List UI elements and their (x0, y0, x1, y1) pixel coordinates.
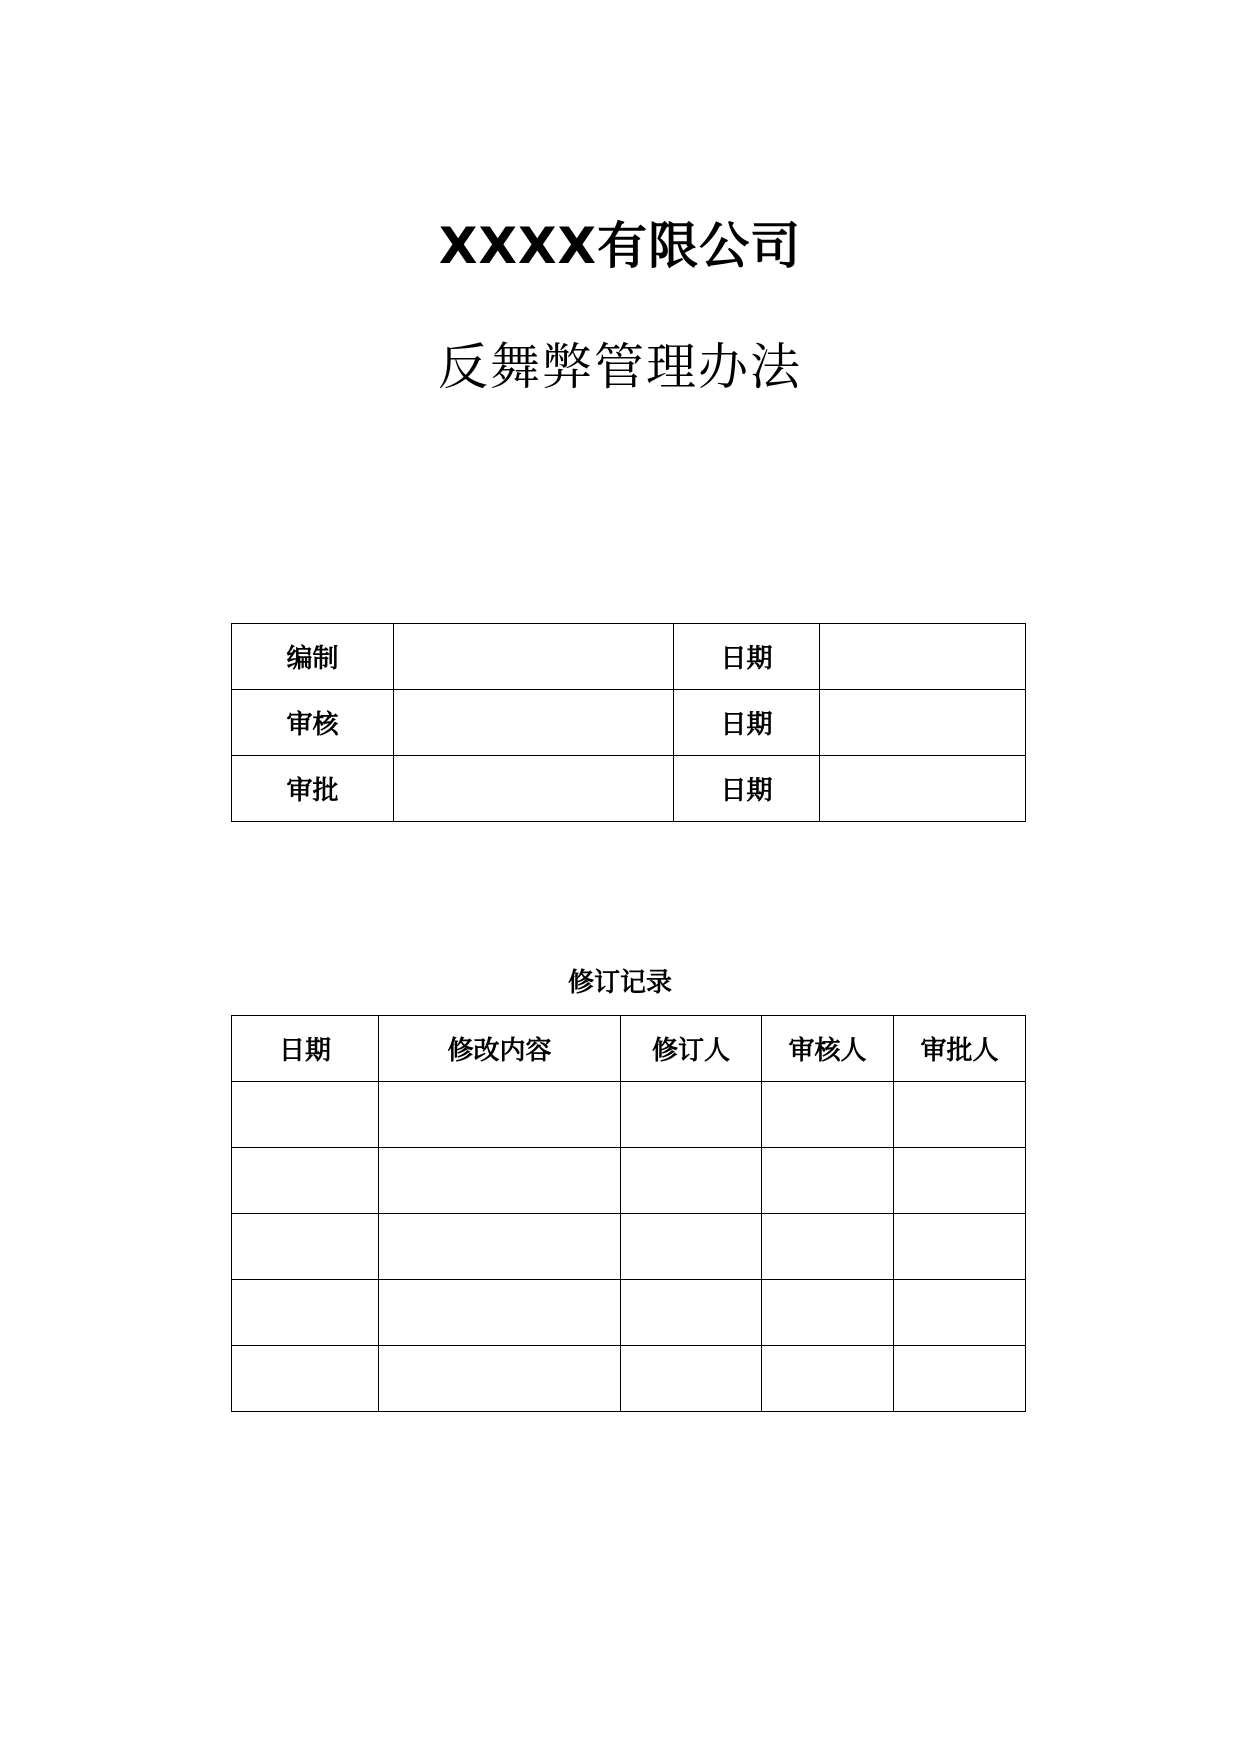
table-cell[interactable] (894, 1346, 1026, 1412)
approval-role-label: 审核 (232, 690, 394, 756)
column-header-content: 修改内容 (379, 1016, 621, 1082)
approval-role-label: 审批 (232, 756, 394, 822)
column-header-approver: 审批人 (894, 1016, 1026, 1082)
approval-date-cell[interactable] (820, 690, 1026, 756)
approval-value-cell[interactable] (394, 756, 674, 822)
table-cell[interactable] (621, 1082, 762, 1148)
table-cell[interactable] (762, 1346, 894, 1412)
approval-date-cell[interactable] (820, 624, 1026, 690)
approval-row-review (232, 690, 1026, 756)
revision-header-row (232, 1016, 1026, 1082)
column-header-date: 日期 (232, 1016, 379, 1082)
table-row (232, 1346, 1026, 1412)
table-cell[interactable] (894, 1082, 1026, 1148)
table-cell[interactable] (621, 1214, 762, 1280)
approval-value-cell[interactable] (394, 624, 674, 690)
approval-table (231, 623, 1026, 822)
table-cell[interactable] (894, 1148, 1026, 1214)
document-title: 反舞弊管理办法 (438, 338, 802, 396)
table-cell[interactable] (379, 1082, 621, 1148)
table-cell[interactable] (762, 1148, 894, 1214)
table-row (232, 1214, 1026, 1280)
table-cell[interactable] (232, 1148, 379, 1214)
table-cell[interactable] (894, 1214, 1026, 1280)
approval-date-cell[interactable] (820, 756, 1026, 822)
table-cell[interactable] (379, 1214, 621, 1280)
approval-role-label: 编制 (232, 624, 394, 690)
approval-date-label: 日期 (674, 690, 820, 756)
table-cell[interactable] (894, 1280, 1026, 1346)
approval-date-label: 日期 (674, 756, 820, 822)
approval-row-compile (232, 624, 1026, 690)
table-cell[interactable] (232, 1346, 379, 1412)
table-row (232, 1148, 1026, 1214)
approval-row-approve (232, 756, 1026, 822)
table-cell[interactable] (379, 1346, 621, 1412)
revision-record-caption: 修订记录 (567, 968, 672, 998)
approval-value-cell[interactable] (394, 690, 674, 756)
table-row (232, 1280, 1026, 1346)
table-cell[interactable] (762, 1280, 894, 1346)
table-cell[interactable] (379, 1280, 621, 1346)
table-cell[interactable] (232, 1214, 379, 1280)
table-cell[interactable] (232, 1280, 379, 1346)
table-cell[interactable] (621, 1280, 762, 1346)
table-cell[interactable] (232, 1082, 379, 1148)
column-header-reviser: 修订人 (621, 1016, 762, 1082)
table-row (232, 1082, 1026, 1148)
column-header-reviewer: 审核人 (762, 1016, 894, 1082)
table-cell[interactable] (379, 1148, 621, 1214)
approval-date-label: 日期 (674, 624, 820, 690)
table-cell[interactable] (762, 1082, 894, 1148)
table-cell[interactable] (621, 1346, 762, 1412)
revision-record-table (231, 1015, 1026, 1412)
company-title: XXXX有限公司 (438, 217, 802, 275)
table-cell[interactable] (762, 1214, 894, 1280)
table-cell[interactable] (621, 1148, 762, 1214)
